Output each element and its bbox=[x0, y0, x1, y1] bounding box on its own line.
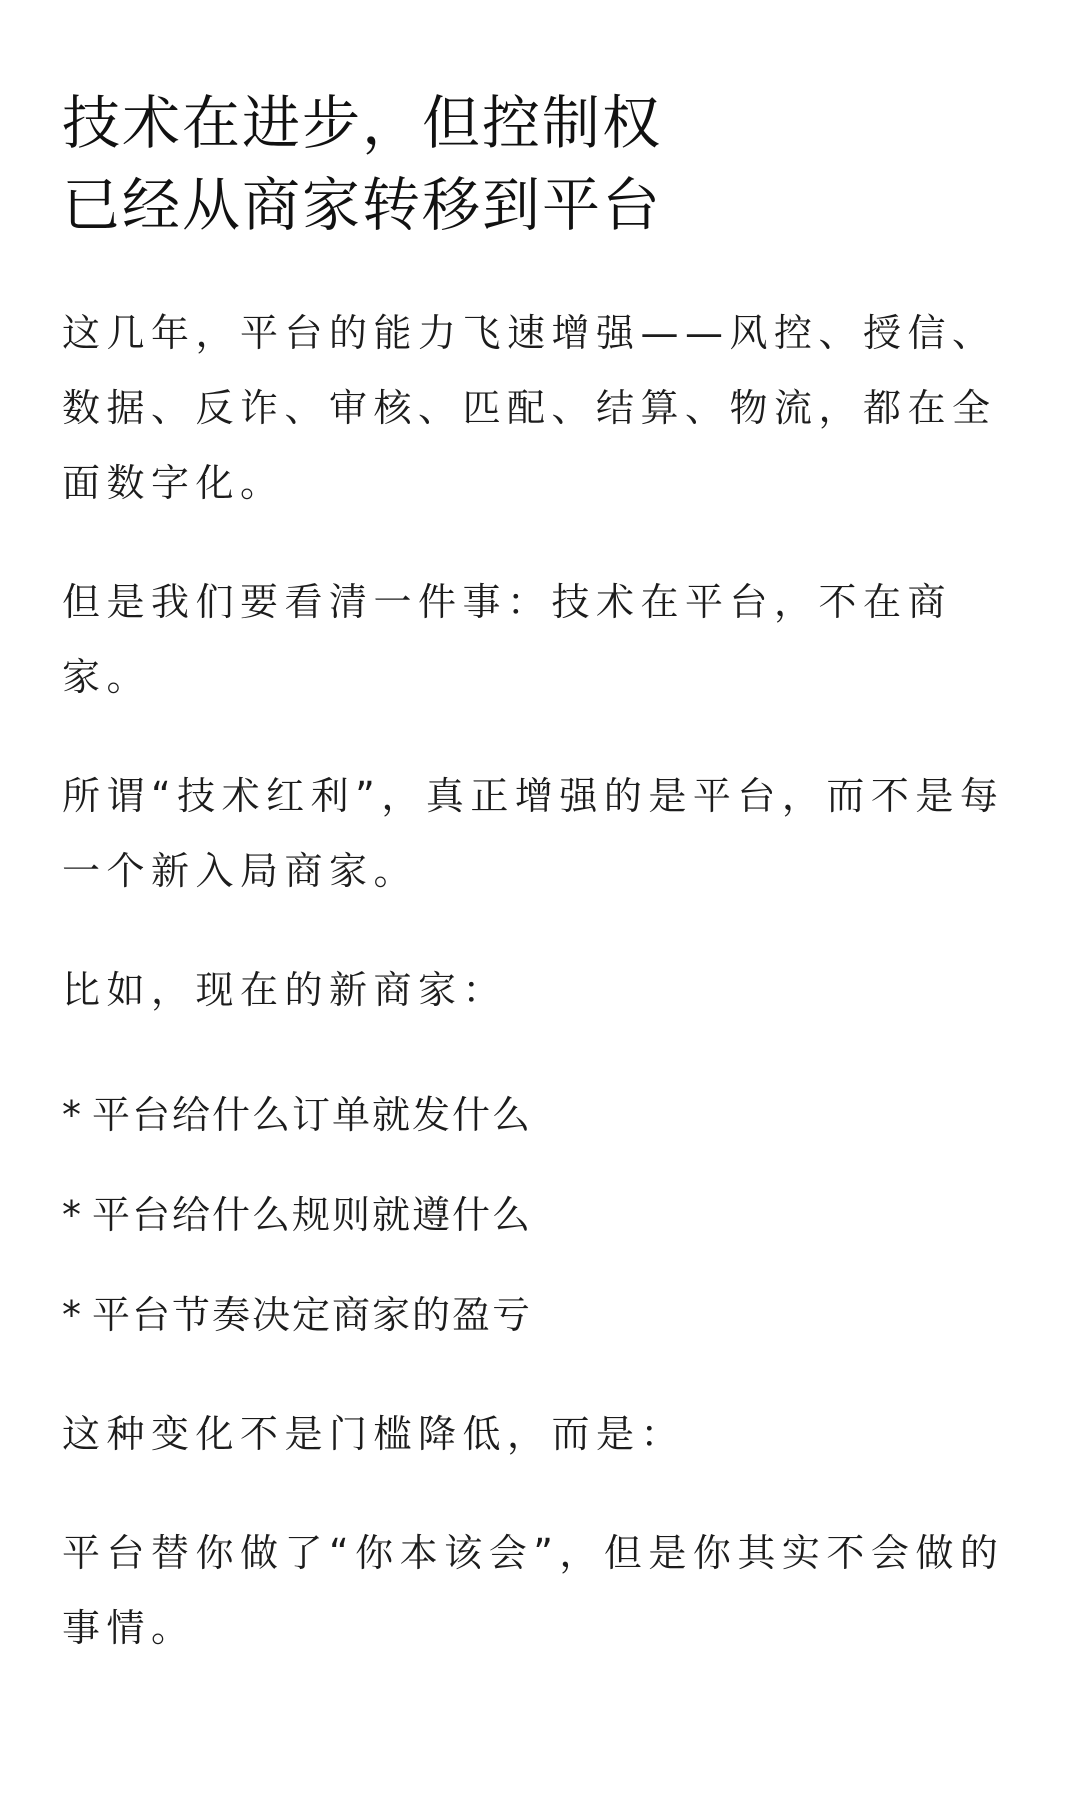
bullet-text: 平台节奏决定商家的盈亏 bbox=[92, 1293, 533, 1337]
paragraph-tech-dividend: 所谓“技术红利”，真正增强的是平台，而不是每一个新入局商家。 bbox=[62, 774, 1005, 893]
list-item bbox=[62, 1178, 1032, 1253]
article-title bbox=[62, 82, 1032, 246]
paragraph-for-example: 比如，现在的新商家： bbox=[62, 968, 508, 1012]
article bbox=[62, 82, 1032, 1666]
paragraph-conclusion: 平台替你做了“你本该会”，但是你其实不会做的事情。 bbox=[62, 1531, 1005, 1650]
paragraph-change: 这种变化不是门槛降低，而是： bbox=[62, 1412, 686, 1456]
bullet-marker: * bbox=[62, 1093, 83, 1137]
article-title-line-1: 技术在进步，但控制权 bbox=[62, 89, 663, 157]
bullet-text: 平台给什么订单就发什么 bbox=[92, 1093, 533, 1137]
bullet-marker: * bbox=[62, 1293, 83, 1337]
bullet-text: 平台给什么规则就遵什么 bbox=[92, 1193, 533, 1237]
article-title-line-2: 已经从商家转移到平台 bbox=[62, 171, 663, 239]
list-item bbox=[62, 1278, 1032, 1353]
paragraph-platform-capabilities: 这几年，平台的能力飞速增强——风控、授信、数据、反诈、审核、匹配、结算、物流，都在全面数字化。 bbox=[62, 311, 997, 505]
bullet-marker: * bbox=[62, 1193, 83, 1237]
list-item bbox=[62, 1078, 1032, 1153]
paragraph-tech-in-platform: 但是我们要看清一件事：技术在平台，不在商家。 bbox=[62, 580, 953, 699]
bullet-list bbox=[62, 1078, 1032, 1353]
